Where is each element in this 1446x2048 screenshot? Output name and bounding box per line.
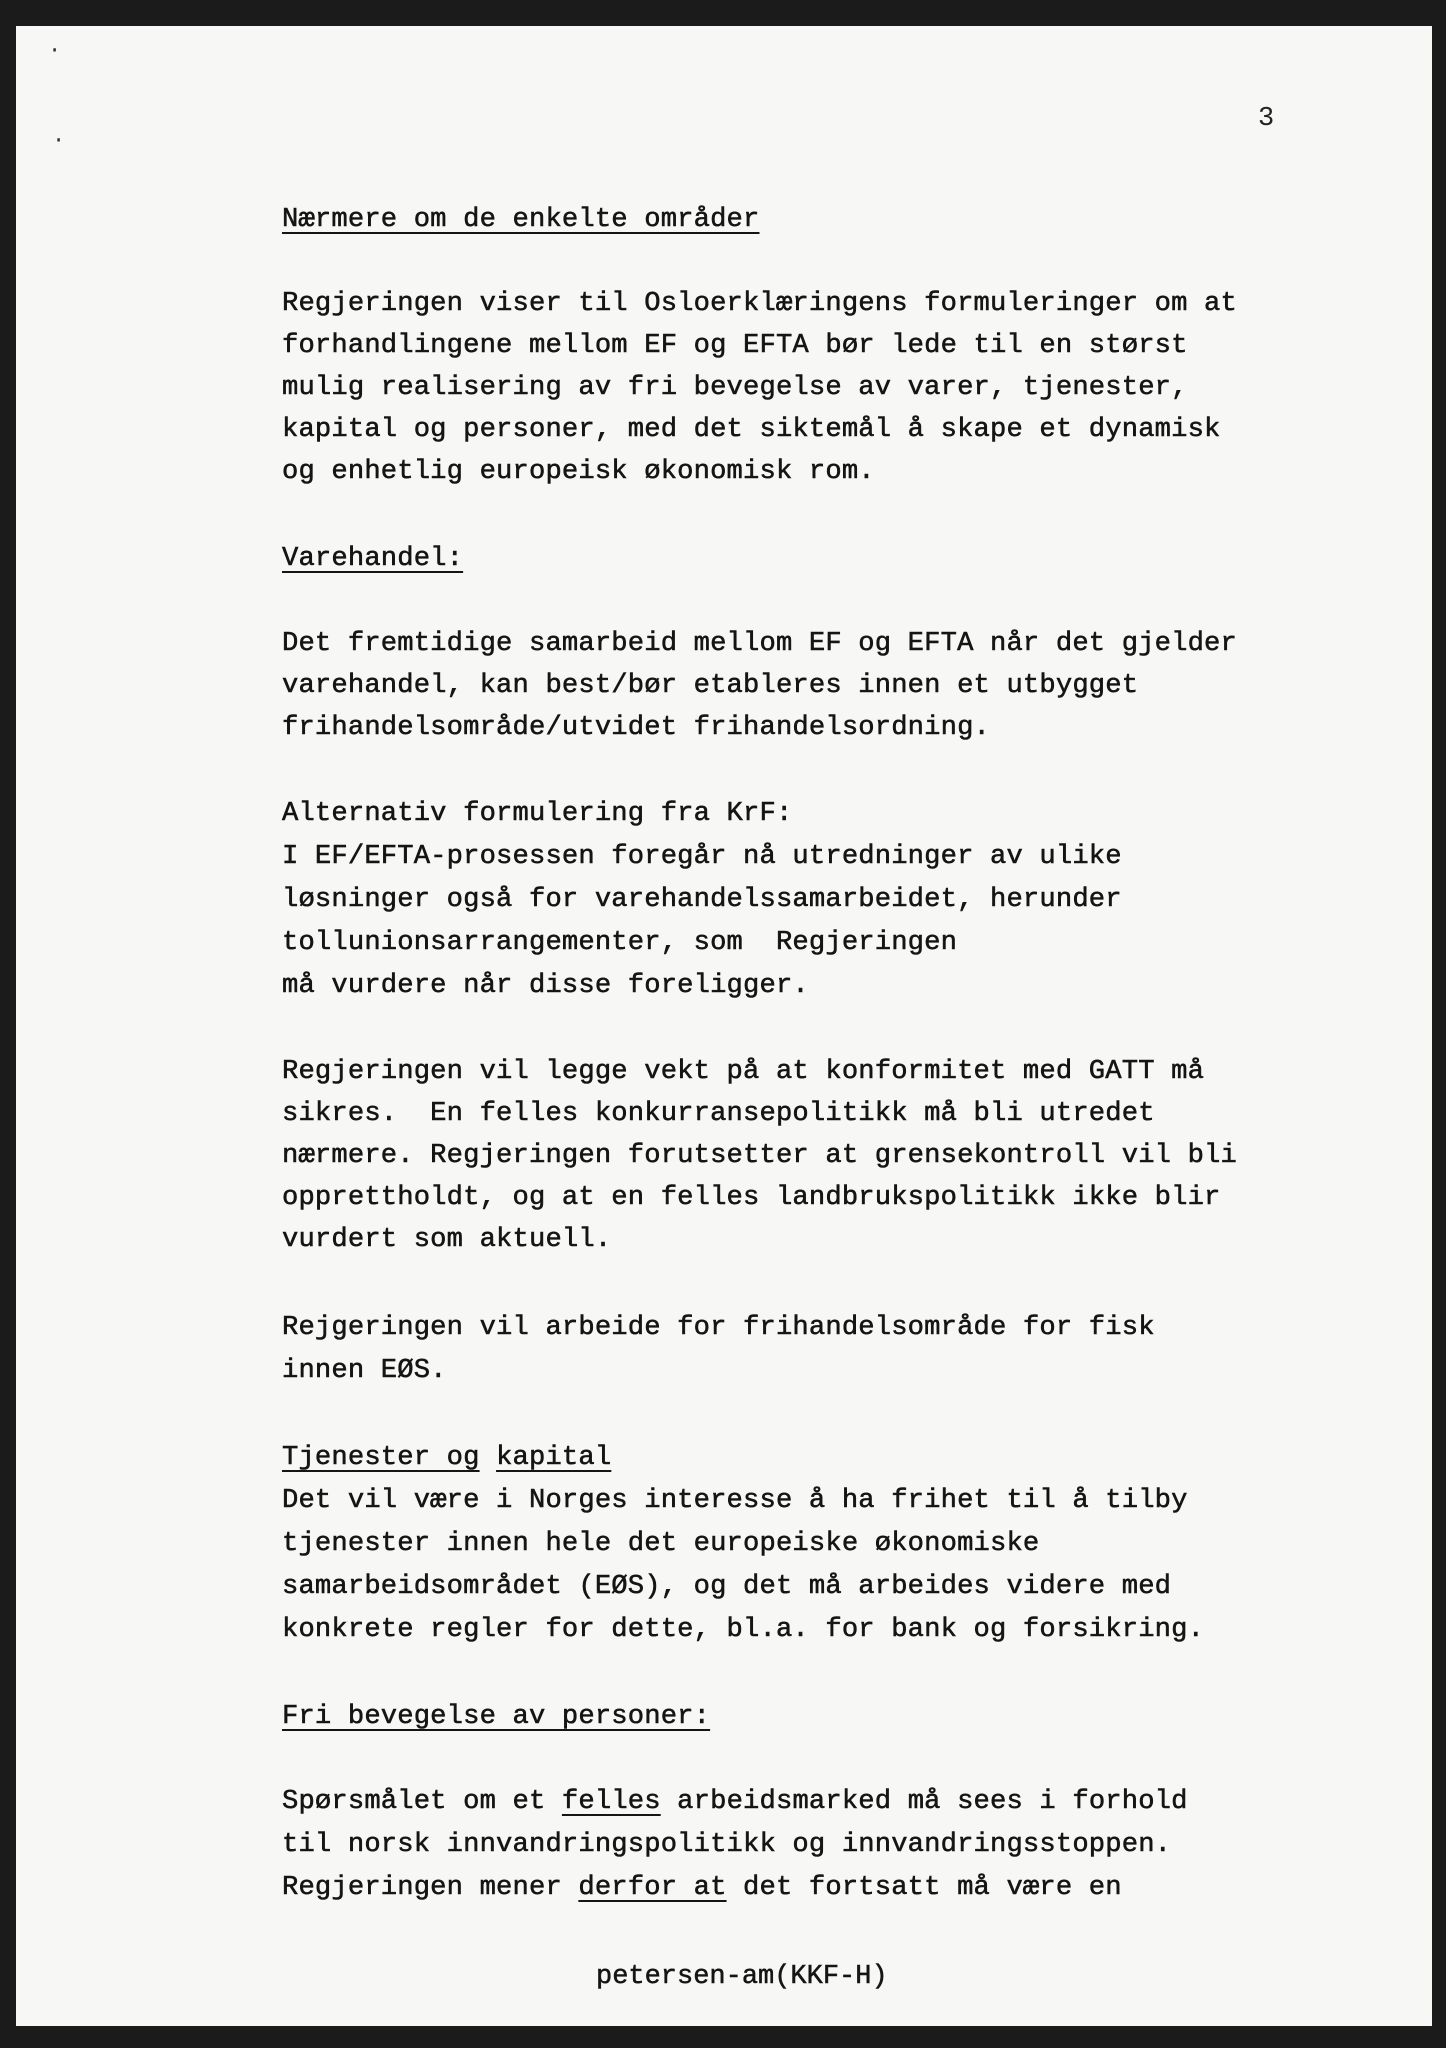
heading-part: kapital: [496, 1442, 612, 1473]
text-line: forhandlingene mellom EF og EFTA bør lede til en størst: [282, 330, 1188, 361]
text-span: det fortsatt må være en: [726, 1872, 1122, 1903]
text-span: Regjeringen mener: [282, 1872, 579, 1903]
text-span: Spørsmålet om et: [282, 1786, 562, 1817]
section-heading-intro: Nærmere om de enkelte områder: [282, 204, 760, 235]
text-line: tollunionsarrangementer, som Regjeringen: [282, 927, 958, 958]
text-line: må vurdere når disse foreligger.: [282, 970, 809, 1001]
text-line: sikres. En felles konkurransepolitikk må bli utredet: [282, 1098, 1155, 1129]
text-line: samarbeidsområdet (EØS), og det må arbeides videre med: [282, 1571, 1172, 1602]
text-line: vurdert som aktuell.: [282, 1224, 612, 1255]
text-span: arbeidsmarked må sees i forhold: [660, 1786, 1188, 1817]
text-line: Det fremtidige samarbeid mellom EF og EFTA når det gjelder: [282, 628, 1237, 659]
page-number: 3: [1258, 104, 1275, 134]
text-line: tjenester innen hele det europeiske økonomiske: [282, 1528, 1040, 1559]
scan-mark: ·: [52, 128, 66, 153]
text-line: Regjeringen vil legge vekt på at konformitet med GATT må: [282, 1056, 1205, 1087]
text-line: og enhetlig europeisk økonomisk rom.: [282, 456, 875, 487]
section-heading-tjenester: [282, 1444, 611, 1471]
text-line: frihandelsområde/utvidet frihandelsordning.: [282, 712, 991, 743]
heading-part: Tjenester og: [282, 1442, 480, 1473]
text-line: I EF/EFTA-prosessen foregår nå utredninger av ulike: [282, 841, 1122, 872]
text-line: nærmere. Regjeringen forutsetter at grensekontroll vil bli: [282, 1140, 1237, 1171]
text-line: mulig realisering av fri bevegelse av varer, tjenester,: [282, 372, 1188, 403]
footer-signature: petersen-am(KKF-H): [596, 1962, 888, 1992]
text-line: opprettholdt, og at en felles landbrukspolitikk ikke blir: [282, 1182, 1221, 1213]
text-line: Rejgeringen vil arbeide for frihandelsområde for fisk: [282, 1312, 1155, 1343]
text-line: Det vil være i Norges interesse å ha frihet til å tilby: [282, 1485, 1188, 1516]
text-line: varehandel, kan best/bør etableres innen et utbygget: [282, 670, 1139, 701]
document-page: [16, 26, 1432, 2026]
text-line: kapital og personer, med det siktemål å skape et dynamisk: [282, 414, 1221, 445]
text-line: [282, 1874, 1122, 1901]
text-line: til norsk innvandringspolitikk og innvandringsstoppen.: [282, 1829, 1172, 1860]
section-heading-varehandel: Varehandel:: [282, 543, 464, 574]
text-line: [282, 1788, 1188, 1815]
underlined-word: derfor at: [578, 1872, 727, 1903]
text-line: Regjeringen viser til Osloerklæringens formuleringer om at: [282, 288, 1237, 319]
text-line: konkrete regler for dette, bl.a. for bank og forsikring.: [282, 1614, 1205, 1645]
text-line: løsninger også for varehandelssamarbeidet, herunder: [282, 884, 1122, 915]
text-line: innen EØS.: [282, 1355, 447, 1386]
section-heading-personer: Fri bevegelse av personer:: [282, 1701, 711, 1732]
underlined-word: felles: [561, 1786, 661, 1817]
scan-mark: ·: [48, 38, 62, 63]
alt-formulation-label: Alternativ formulering fra KrF:: [282, 798, 793, 829]
